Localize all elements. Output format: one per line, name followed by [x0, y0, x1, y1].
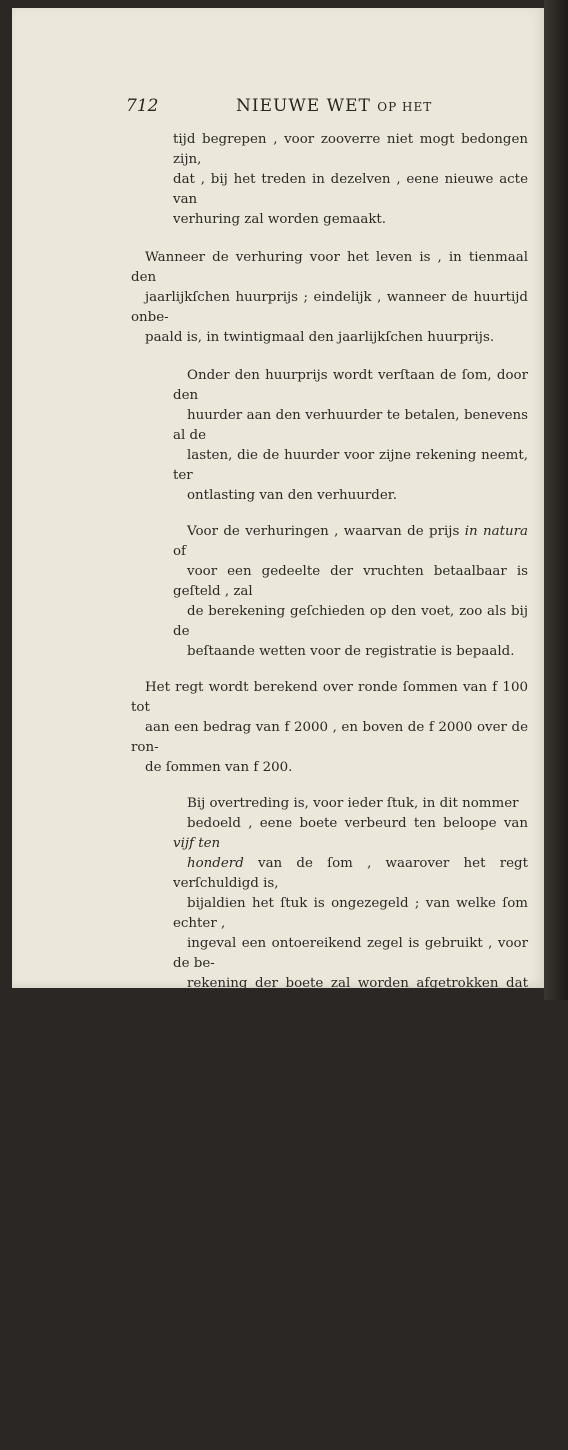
text-line: rekening der boete zal worden afgetrokken dat gedeelte, — [173, 976, 528, 1011]
text-line: Wanneer de verhuring voor het leven is , in tienmaal den — [131, 250, 528, 285]
text-line: 2°. Alle prima- , ſecunda- , tertia- en verdere wisſelbrieven , — [157, 1352, 540, 1387]
italic-text: honderd — [187, 856, 244, 871]
paragraph-continuation — [173, 130, 528, 230]
italic-text: vijf ten — [173, 836, 221, 851]
text-segment: Voor de verhuringen , waarvan de prijs — [187, 524, 465, 539]
text-segment: bedoeld , eene boete verbeurd ten beloope van — [187, 816, 528, 831]
text-line: de berekening geſchieden op den voet, zoo als bij de — [173, 604, 528, 639]
text-line: beſtaande wetten voor de registratie is bepaald. — [187, 644, 515, 659]
text-line: ingeval een ontoereikend zegel is gebruikt , voor de be- — [173, 936, 528, 971]
text-line: lasten, die de huurder voor zijne rekening neemt, ter — [173, 448, 528, 483]
text-line: Overzeeſche bezittingen van het Rijk zijn opgemaakt of verle- — [131, 1114, 528, 1149]
italic-text: in natura — [464, 524, 529, 539]
text-line: Wanneer de voormelde ſtukken buiten 's Lands of in de — [145, 1094, 521, 1109]
text-line: bijaldien het ſtuk is ongezegeld ; van welke ſom echter , — [173, 896, 528, 931]
text-line: huurder aan den verhuurder te betalen, benevens al de — [173, 408, 528, 443]
paragraph-penalty — [173, 794, 528, 1074]
text-line: dat , bij het treden in dezelven , eene nieuwe acte van — [173, 172, 528, 207]
text-line: orderbriefjes of promesſen aan order , asſignatien , bank — [157, 1392, 540, 1427]
text-line: de ſommen van f 200. — [145, 760, 293, 775]
text-line: waarvoor het gebezigde zegel , naar den aard van het — [173, 1016, 528, 1051]
text-line: Onder den huurprijs wordt verſtaan de ſom, door den — [173, 368, 528, 403]
text-line — [173, 854, 528, 894]
paragraph-rent-definition — [173, 366, 528, 506]
text-line — [173, 522, 528, 562]
paragraph-life-lease — [131, 248, 528, 348]
text-line: den , moet daarvan het zegelregt worden voldaan , alvorens van — [131, 1154, 528, 1189]
running-head — [236, 96, 432, 116]
page-header — [0, 94, 568, 124]
text-line: ſtuk , had kunnen worden gebruikt. — [187, 1056, 429, 1071]
body-text — [0, 128, 568, 1450]
text-line: jaarlijkſchen huurprijs ; eindelijk , wanneer de huurtijd onbe- — [131, 290, 528, 325]
text-segment: of — [173, 544, 187, 559]
text-line — [173, 814, 528, 854]
text-line: gebruik of melding kan worden gemaakt , behoudens echter de — [131, 1234, 528, 1269]
text-line: verhuring zal worden gemaakt. — [173, 212, 387, 227]
text-segment: van de ſom , waarover het regt verſchuldigd is, — [173, 856, 528, 891]
paragraph-in-natura — [173, 522, 528, 662]
text-line: tijd begrepen , voor zooverre niet mogt bedongen zijn, — [173, 132, 528, 167]
text-line: voor een gedeelte der vruchten betaalbaar is geſteld , zal — [173, 564, 528, 599]
paragraph-round-sums — [131, 678, 528, 778]
paragraph-bills-of-exchange — [157, 1350, 540, 1450]
text-line: Bij overtreding is, voor ieder ſtuk, in dit nommer — [187, 796, 519, 811]
text-line: ontlasting van den verhuurder. — [187, 488, 397, 503]
running-head-title: NIEUWE WET — [236, 96, 371, 116]
page-number: 712 — [126, 96, 159, 116]
text-line: dezelve, op de wijze bij art. 8 vermeld, binnen het Rijk eenig — [131, 1194, 528, 1229]
running-head-subtitle: OP HET — [377, 100, 433, 114]
paragraph-overseas-documents — [131, 1092, 528, 1332]
text-line: uitzondering , opgenoemd bij laatstgemeld artikel , onder de let- — [131, 1274, 528, 1309]
text-line: ters b en c. — [145, 1314, 222, 1329]
text-line: aan een bedrag van f 2000 , en boven de f 2000 over de ron- — [131, 720, 528, 755]
text-line: Het regt wordt berekend over ronde ſommen van f 100 tot — [131, 680, 528, 715]
text-line: en ander papier aan toonder , en ander handelspapier — [157, 1432, 526, 1447]
text-line: paald is, in twintigmaal den jaarlijkſchen huurprijs. — [145, 330, 495, 345]
